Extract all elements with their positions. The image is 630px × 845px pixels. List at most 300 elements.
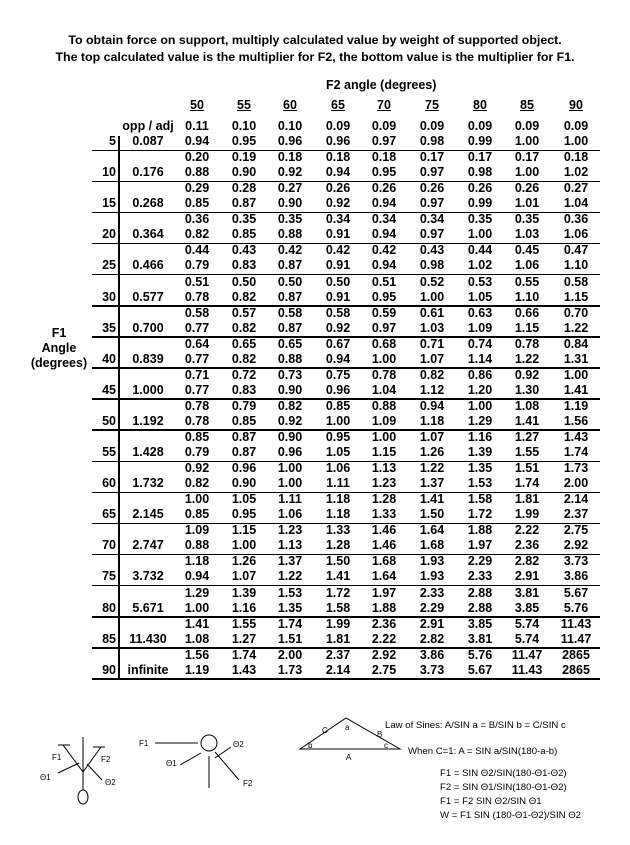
f2-multiplier: 0.27	[563, 181, 589, 196]
f2-multiplier: 1.55	[231, 616, 257, 631]
f2-multiplier: 1.00	[277, 461, 303, 476]
opp-adj-ratio: 1.428	[132, 445, 164, 459]
f1-multiplier: 0.90	[231, 476, 257, 491]
row-divider-vertical	[118, 399, 120, 430]
angle-c-label: c	[384, 741, 388, 750]
f1-multiplier: 0.87	[231, 196, 257, 211]
f2-multiplier: 0.86	[467, 367, 493, 382]
f2-multiplier: 0.78	[514, 336, 540, 351]
f1-multiplier: 0.98	[419, 258, 445, 273]
f2-multiplier: 0.47	[563, 243, 589, 258]
f1-multiplier: 2.37	[563, 507, 589, 522]
f2-multiplier: 0.17	[514, 150, 540, 165]
f2-multiplier: 0.70	[563, 305, 589, 320]
f1-multiplier: 1.08	[184, 631, 210, 646]
f2-multiplier: 2.33	[419, 585, 445, 600]
column-header: 60	[283, 98, 297, 112]
f2-multiplier: 1.28	[371, 492, 397, 507]
f2-multiplier: 0.58	[325, 305, 351, 320]
f1-multiplier: 1.33	[371, 507, 397, 522]
f1-multiplier: 0.87	[231, 445, 257, 459]
f1-angle-label: 70	[102, 538, 116, 553]
f2-multiplier: 1.18	[184, 554, 210, 569]
f2-multiplier: 1.68	[371, 554, 397, 569]
f1-multiplier: 5.74	[514, 631, 540, 646]
f2-multiplier: 0.42	[325, 243, 351, 258]
f1-multiplier: 1.06	[514, 258, 540, 273]
f2-multiplier: 1.74	[231, 647, 257, 662]
f2-multiplier: 0.73	[277, 367, 303, 382]
f1-multiplier: 1.06	[563, 227, 589, 242]
f2-multiplier: 2.37	[325, 647, 351, 662]
f1-multiplier: 0.95	[371, 289, 397, 304]
opp-adj-ratio: 0.176	[132, 165, 164, 180]
f1-multiplier: 1.26	[419, 445, 445, 459]
f1-axis-title-line: Angle	[41, 341, 77, 355]
f1-multiplier: 0.98	[467, 165, 493, 180]
f2-multiplier: 0.79	[231, 398, 257, 413]
f2-multiplier: 0.35	[467, 212, 493, 227]
f1-multiplier: 1.41	[325, 569, 351, 584]
f2-multiplier: 0.18	[277, 150, 303, 165]
f1-multiplier: 1.18	[325, 507, 351, 522]
f1-multiplier: 1.51	[277, 631, 303, 646]
f1-multiplier: 1.31	[563, 351, 589, 366]
theta1-pointer	[180, 753, 201, 765]
f1-multiplier: 0.82	[184, 227, 210, 242]
f2-multiplier: 0.65	[231, 336, 257, 351]
f1-multiplier: 0.92	[325, 196, 351, 211]
opp-adj-ratio: 1.732	[132, 476, 164, 491]
f2-multiplier: 0.42	[277, 243, 303, 258]
f1-multiplier: 1.03	[514, 227, 540, 242]
row-divider-vertical	[118, 243, 120, 274]
f1-multiplier: 0.85	[184, 196, 210, 211]
f1-angle-label: 45	[102, 382, 116, 397]
f1-multiplier: 1.00	[514, 134, 540, 148]
f2-multiplier: 0.96	[231, 461, 257, 476]
f1-angle-label: 5	[109, 134, 116, 148]
f1-multiplier: 1.74	[514, 476, 540, 491]
f2-multiplier: 0.85	[184, 430, 210, 444]
f1-multiplier: 0.83	[231, 382, 257, 397]
theta2-label: Θ2	[233, 740, 244, 749]
row-divider-vertical	[118, 648, 120, 679]
f2-multiplier: 1.53	[277, 585, 303, 600]
f1-multiplier: 1.23	[371, 476, 397, 491]
f2-multiplier: 1.81	[514, 492, 540, 507]
f2-multiplier: 0.57	[231, 305, 257, 320]
f2-multiplier: 1.26	[231, 554, 257, 569]
f2-multiplier: 1.41	[419, 492, 445, 507]
f2-multiplier: 0.18	[325, 150, 351, 165]
f1-multiplier: 1.01	[514, 196, 540, 211]
row-divider-vertical	[118, 586, 120, 617]
f2-multiplier: 2.92	[371, 647, 397, 662]
f1-multiplier: 0.97	[419, 165, 445, 180]
f2-multiplier: 2.75	[563, 523, 589, 538]
f1-angle-label: 10	[102, 165, 116, 180]
f1-multiplier: 0.97	[371, 134, 397, 148]
f1-multiplier: 0.97	[419, 227, 445, 242]
f2-multiplier: 0.20	[184, 150, 210, 165]
f2-multiplier: 1.64	[419, 523, 445, 538]
f1-multiplier: 0.90	[231, 165, 257, 180]
f1-angle-label: 85	[102, 631, 116, 646]
f2-multiplier: 1.13	[371, 461, 397, 476]
f2-multiplier: 1.56	[184, 647, 210, 662]
row-divider-vertical	[118, 368, 120, 399]
f1-multiplier: 1.81	[325, 631, 351, 646]
f2-multiplier: 1.15	[231, 523, 257, 538]
f2-multiplier: 3.73	[563, 554, 589, 569]
f1-multiplier: 1.20	[467, 382, 493, 397]
f1-multiplier: 0.79	[184, 445, 210, 459]
row-divider-vertical	[118, 150, 120, 181]
f2-multiplier: 0.78	[371, 367, 397, 382]
f1-multiplier: 2.36	[514, 538, 540, 553]
angle-b-label: b	[308, 741, 313, 750]
f1-angle-label: 50	[102, 413, 116, 428]
f1-multiplier: 1.00	[325, 413, 351, 428]
f1-angle-label: 30	[102, 289, 116, 304]
f1-axis-title-line: (degrees)	[30, 356, 88, 370]
f1-multiplier: 1.64	[371, 569, 397, 584]
f2-multiplier: 0.09	[371, 119, 397, 133]
row-divider-vertical	[118, 492, 120, 523]
f2-multiplier: 0.55	[514, 274, 540, 289]
f1-multiplier: 1.39	[467, 445, 493, 459]
f1-multiplier: 1.13	[277, 538, 303, 553]
f2-multiplier: 0.35	[514, 212, 540, 227]
f1-multiplier: 1.09	[371, 413, 397, 428]
f1-multiplier: 1.73	[277, 662, 303, 677]
f1-multiplier: 1.16	[231, 600, 257, 615]
row-divider-vertical	[118, 212, 120, 243]
f1-multiplier: 0.96	[277, 134, 303, 148]
f2-multiplier: 0.67	[325, 336, 351, 351]
f1-multiplier: 1.30	[514, 382, 540, 397]
instructions	[0, 32, 630, 66]
row-divider-vertical	[118, 136, 120, 150]
side-a-label: A	[346, 753, 352, 762]
f1-multiplier: 1.88	[371, 600, 397, 615]
f2-multiplier: 0.90	[277, 430, 303, 444]
opp-adj-ratio: 1.192	[132, 413, 164, 428]
f1-multiplier: 1.00	[371, 351, 397, 366]
f2-multiplier: 1.93	[419, 554, 445, 569]
f2-multiplier: 0.50	[231, 274, 257, 289]
f1-multiplier: 1.53	[467, 476, 493, 491]
f2-multiplier: 1.39	[231, 585, 257, 600]
f1-multiplier: 0.82	[184, 476, 210, 491]
when-c-equals-1: When C=1: A = SIN a/SIN(180-a-b)	[408, 746, 558, 757]
f2-multiplier: 0.87	[231, 430, 257, 444]
hanging-diagram	[30, 730, 130, 810]
f2-multiplier: 0.50	[277, 274, 303, 289]
f2-multiplier: 0.09	[467, 119, 493, 133]
f2-multiplier: 0.82	[277, 398, 303, 413]
f1-multiplier: 0.97	[371, 320, 397, 335]
column-header: 85	[520, 98, 534, 112]
f1-multiplier: 0.78	[184, 289, 210, 304]
angle-a-label: a	[345, 723, 350, 732]
f1-multiplier: 1.55	[514, 445, 540, 459]
f1-multiplier: 0.85	[231, 227, 257, 242]
f1-multiplier: 3.85	[514, 600, 540, 615]
f1-multiplier: 1.97	[467, 538, 493, 553]
f2-multiplier: 1.00	[563, 367, 589, 382]
f1-label: F1	[139, 739, 149, 748]
opp-adj-ratio: 11.430	[129, 631, 167, 646]
f1-multiplier: 1.15	[514, 320, 540, 335]
f1-multiplier: 1.50	[419, 507, 445, 522]
formula-f1: F1 = SIN Θ2/SIN(180-Θ1-Θ2)	[440, 768, 567, 779]
formula-w: W = F1 SIN (180-Θ1-Θ2)/SIN Θ2	[440, 810, 582, 821]
f2-multiplier: 0.71	[184, 367, 210, 382]
f2-multiplier: 0.58	[277, 305, 303, 320]
f1-multiplier: 1.02	[467, 258, 493, 273]
theta1-label: Θ1	[166, 759, 177, 768]
f2-multiplier: 1.88	[467, 523, 493, 538]
f1-multiplier: 1.00	[563, 134, 589, 148]
opp-adj-ratio: 0.087	[132, 134, 164, 148]
f2-multiplier: 0.88	[371, 398, 397, 413]
f2-multiplier: 1.74	[277, 616, 303, 631]
column-header: 50	[190, 98, 204, 112]
f2-multiplier: 0.63	[467, 305, 493, 320]
f2-multiplier: 1.00	[467, 398, 493, 413]
f1-multiplier: 0.88	[277, 227, 303, 242]
opp-adj-ratio: 0.466	[132, 258, 164, 273]
f2-multiplier: 1.19	[563, 398, 589, 413]
f1-multiplier: 0.90	[277, 382, 303, 397]
f1-angle-label: 35	[102, 320, 116, 335]
f2-multiplier: 3.85	[467, 616, 493, 631]
f1-multiplier: 1.00	[231, 538, 257, 553]
f1-multiplier: 2.82	[419, 631, 445, 646]
f2-multiplier: 1.16	[467, 430, 493, 444]
f2-multiplier: 0.74	[467, 336, 493, 351]
f1-multiplier: 1.00	[467, 227, 493, 242]
f2-multiplier: 0.09	[419, 119, 445, 133]
f1-multiplier: 0.96	[325, 134, 351, 148]
f1-multiplier: 1.22	[277, 569, 303, 584]
f1-multiplier: 0.85	[231, 413, 257, 428]
f1-multiplier: 0.94	[371, 227, 397, 242]
f2-multiplier: 0.26	[325, 181, 351, 196]
f1-multiplier: 1.28	[325, 538, 351, 553]
f1-multiplier: 1.72	[467, 507, 493, 522]
f2-multiplier: 1.72	[325, 585, 351, 600]
f1-multiplier: 1.22	[563, 320, 589, 335]
opp-adj-ratio: 2.145	[132, 507, 164, 522]
opp-adj-ratio: 1.000	[132, 382, 164, 397]
f1-multiplier: 0.91	[325, 227, 351, 242]
f2-multiplier: 0.71	[419, 336, 445, 351]
f1-multiplier: 3.81	[467, 631, 493, 646]
f1-multiplier: 1.46	[371, 538, 397, 553]
f1-multiplier: 2.00	[563, 476, 589, 491]
f1-multiplier: 0.92	[277, 413, 303, 428]
f2-multiplier: 1.58	[467, 492, 493, 507]
formula-f1-alt: F1 = F2 SIN Θ2/SIN Θ1	[440, 796, 542, 807]
f2-multiplier: 0.61	[419, 305, 445, 320]
f2-multiplier: 2865	[562, 647, 590, 662]
f1-multiplier: 1.15	[563, 289, 589, 304]
f1-multiplier: 0.94	[325, 351, 351, 366]
theta1-pointer	[58, 763, 79, 773]
f1-multiplier: 1.10	[563, 258, 589, 273]
f1-multiplier: 2.29	[419, 600, 445, 615]
row-divider-vertical	[118, 523, 120, 554]
side-b-label: B	[377, 730, 383, 739]
f2-multiplier: 1.23	[277, 523, 303, 538]
f2-multiplier: 0.43	[231, 243, 257, 258]
object-circle	[201, 735, 217, 751]
f1-multiplier: 1.41	[514, 413, 540, 428]
f1-multiplier: 0.94	[325, 165, 351, 180]
f2-multiplier: 0.84	[563, 336, 589, 351]
opp-adj-ratio: 0.700	[132, 320, 164, 335]
f2-multiplier: 11.43	[560, 616, 592, 631]
f2-multiplier: 1.50	[325, 554, 351, 569]
f2-multiplier: 0.09	[563, 119, 589, 133]
theta1-label: Θ1	[40, 773, 51, 782]
f1-multiplier: 0.77	[184, 382, 210, 397]
f1-angle-label: 65	[102, 507, 116, 522]
f2-multiplier: 1.29	[184, 585, 210, 600]
opp-adj-ratio: infinite	[127, 662, 169, 677]
formula-f2: F2 = SIN Θ1/SIN(180-Θ1-Θ2)	[440, 782, 567, 793]
row-divider-vertical	[118, 181, 120, 212]
f2-multiplier: 1.08	[514, 398, 540, 413]
f2-label: F2	[101, 755, 111, 764]
f2-multiplier: 0.75	[325, 367, 351, 382]
f1-multiplier: 1.04	[563, 196, 589, 211]
instruction-line-2: The top calculated value is the multiplier for F2, the bottom value is the multiplier for F1.	[55, 50, 575, 64]
f1-multiplier: 1.00	[277, 476, 303, 491]
f2-multiplier: 0.58	[184, 305, 210, 320]
f1-multiplier: 1.10	[514, 289, 540, 304]
f1-angle-label: 40	[102, 351, 116, 366]
f1-multiplier: 0.94	[371, 258, 397, 273]
f1-multiplier: 3.86	[563, 569, 589, 584]
f2-multiplier: 0.34	[325, 212, 351, 227]
f2-multiplier: 1.00	[371, 430, 397, 444]
f1-multiplier: 0.98	[419, 134, 445, 148]
f2-multiplier: 0.50	[325, 274, 351, 289]
f2-multiplier: 0.26	[419, 181, 445, 196]
hanging-object	[78, 790, 88, 804]
f2-multiplier: 1.46	[371, 523, 397, 538]
column-header: 80	[473, 98, 487, 112]
f2-multiplier: 0.35	[231, 212, 257, 227]
f2-multiplier: 0.44	[184, 243, 210, 258]
f2-multiplier: 1.51	[514, 461, 540, 476]
f1-multiplier: 1.15	[371, 445, 397, 459]
row-divider-vertical	[118, 337, 120, 368]
f2-label: F2	[243, 779, 253, 788]
row-divider-vertical	[118, 275, 120, 306]
f1-label: F1	[52, 753, 62, 762]
f2-multiplier: 2.29	[467, 554, 493, 569]
f1-multiplier: 1.37	[419, 476, 445, 491]
f1-multiplier: 1.00	[514, 165, 540, 180]
f2-multiplier: 0.28	[231, 181, 257, 196]
f1-multiplier: 1.68	[419, 538, 445, 553]
f1-multiplier: 0.95	[371, 165, 397, 180]
f1-multiplier: 0.92	[325, 320, 351, 335]
f1-multiplier: 0.87	[277, 320, 303, 335]
f1-multiplier: 1.35	[277, 600, 303, 615]
f1-multiplier: 5.67	[467, 662, 493, 677]
f1-multiplier: 0.94	[371, 196, 397, 211]
f1-angle-label: 75	[102, 569, 116, 584]
row-divider-vertical	[118, 617, 120, 648]
f2-multiplier: 1.18	[325, 492, 351, 507]
f1-multiplier: 1.58	[325, 600, 351, 615]
row-divider-vertical	[118, 306, 120, 337]
f2-multiplier: 0.10	[231, 119, 257, 133]
f1-multiplier: 0.96	[325, 382, 351, 397]
f2-multiplier: 1.33	[325, 523, 351, 538]
theta2-pointer	[87, 764, 102, 780]
f1-multiplier: 1.11	[326, 476, 350, 491]
f1-multiplier: 1.27	[231, 631, 257, 646]
f1-multiplier: 0.99	[467, 196, 493, 211]
row-divider-vertical	[118, 461, 120, 492]
f2-multiplier: 0.19	[231, 150, 257, 165]
f1-multiplier: 1.00	[184, 600, 210, 615]
f2-multiplier: 0.29	[184, 181, 210, 196]
f2-multiplier: 0.85	[325, 398, 351, 413]
f2-multiplier: 0.59	[371, 305, 397, 320]
f2-multiplier: 0.64	[184, 336, 210, 351]
f1-multiplier: 0.91	[325, 258, 351, 273]
opp-adj-ratio: 3.732	[132, 569, 164, 584]
f1-multiplier: 5.76	[563, 600, 589, 615]
f2-multiplier: 5.74	[514, 616, 540, 631]
f2-multiplier: 0.18	[371, 150, 397, 165]
f1-multiplier: 1.03	[419, 320, 445, 335]
f2-multiplier: 1.27	[514, 430, 540, 444]
f2-multiplier: 1.37	[277, 554, 303, 569]
f1-multiplier: 0.87	[277, 258, 303, 273]
f1-multiplier: 0.82	[231, 289, 257, 304]
f1-multiplier: 0.85	[184, 507, 210, 522]
f2-multiplier: 3.86	[419, 647, 445, 662]
f1-multiplier: 2.33	[467, 569, 493, 584]
f1-multiplier: 11.47	[560, 631, 592, 646]
f2-multiplier: 1.06	[325, 461, 351, 476]
f1-multiplier: 1.43	[231, 662, 257, 677]
f2-multiplier: 0.53	[467, 274, 493, 289]
f1-angle-label: 55	[102, 445, 116, 459]
f1-multiplier: 0.94	[184, 134, 210, 148]
f1-multiplier: 0.82	[231, 320, 257, 335]
ratio-header: opp / adj	[122, 119, 174, 133]
f1-multiplier: 1.29	[467, 413, 493, 428]
f2-multiplier: 0.42	[371, 243, 397, 258]
f2-multiplier: 3.81	[514, 585, 540, 600]
f2-line	[83, 747, 101, 772]
f2-multiplier: 2.88	[467, 585, 493, 600]
f1-multiplier: 1.02	[563, 165, 589, 180]
f1-multiplier: 1.41	[563, 382, 589, 397]
f2-multiplier: 1.43	[563, 430, 589, 444]
f2-multiplier: 0.36	[563, 212, 589, 227]
